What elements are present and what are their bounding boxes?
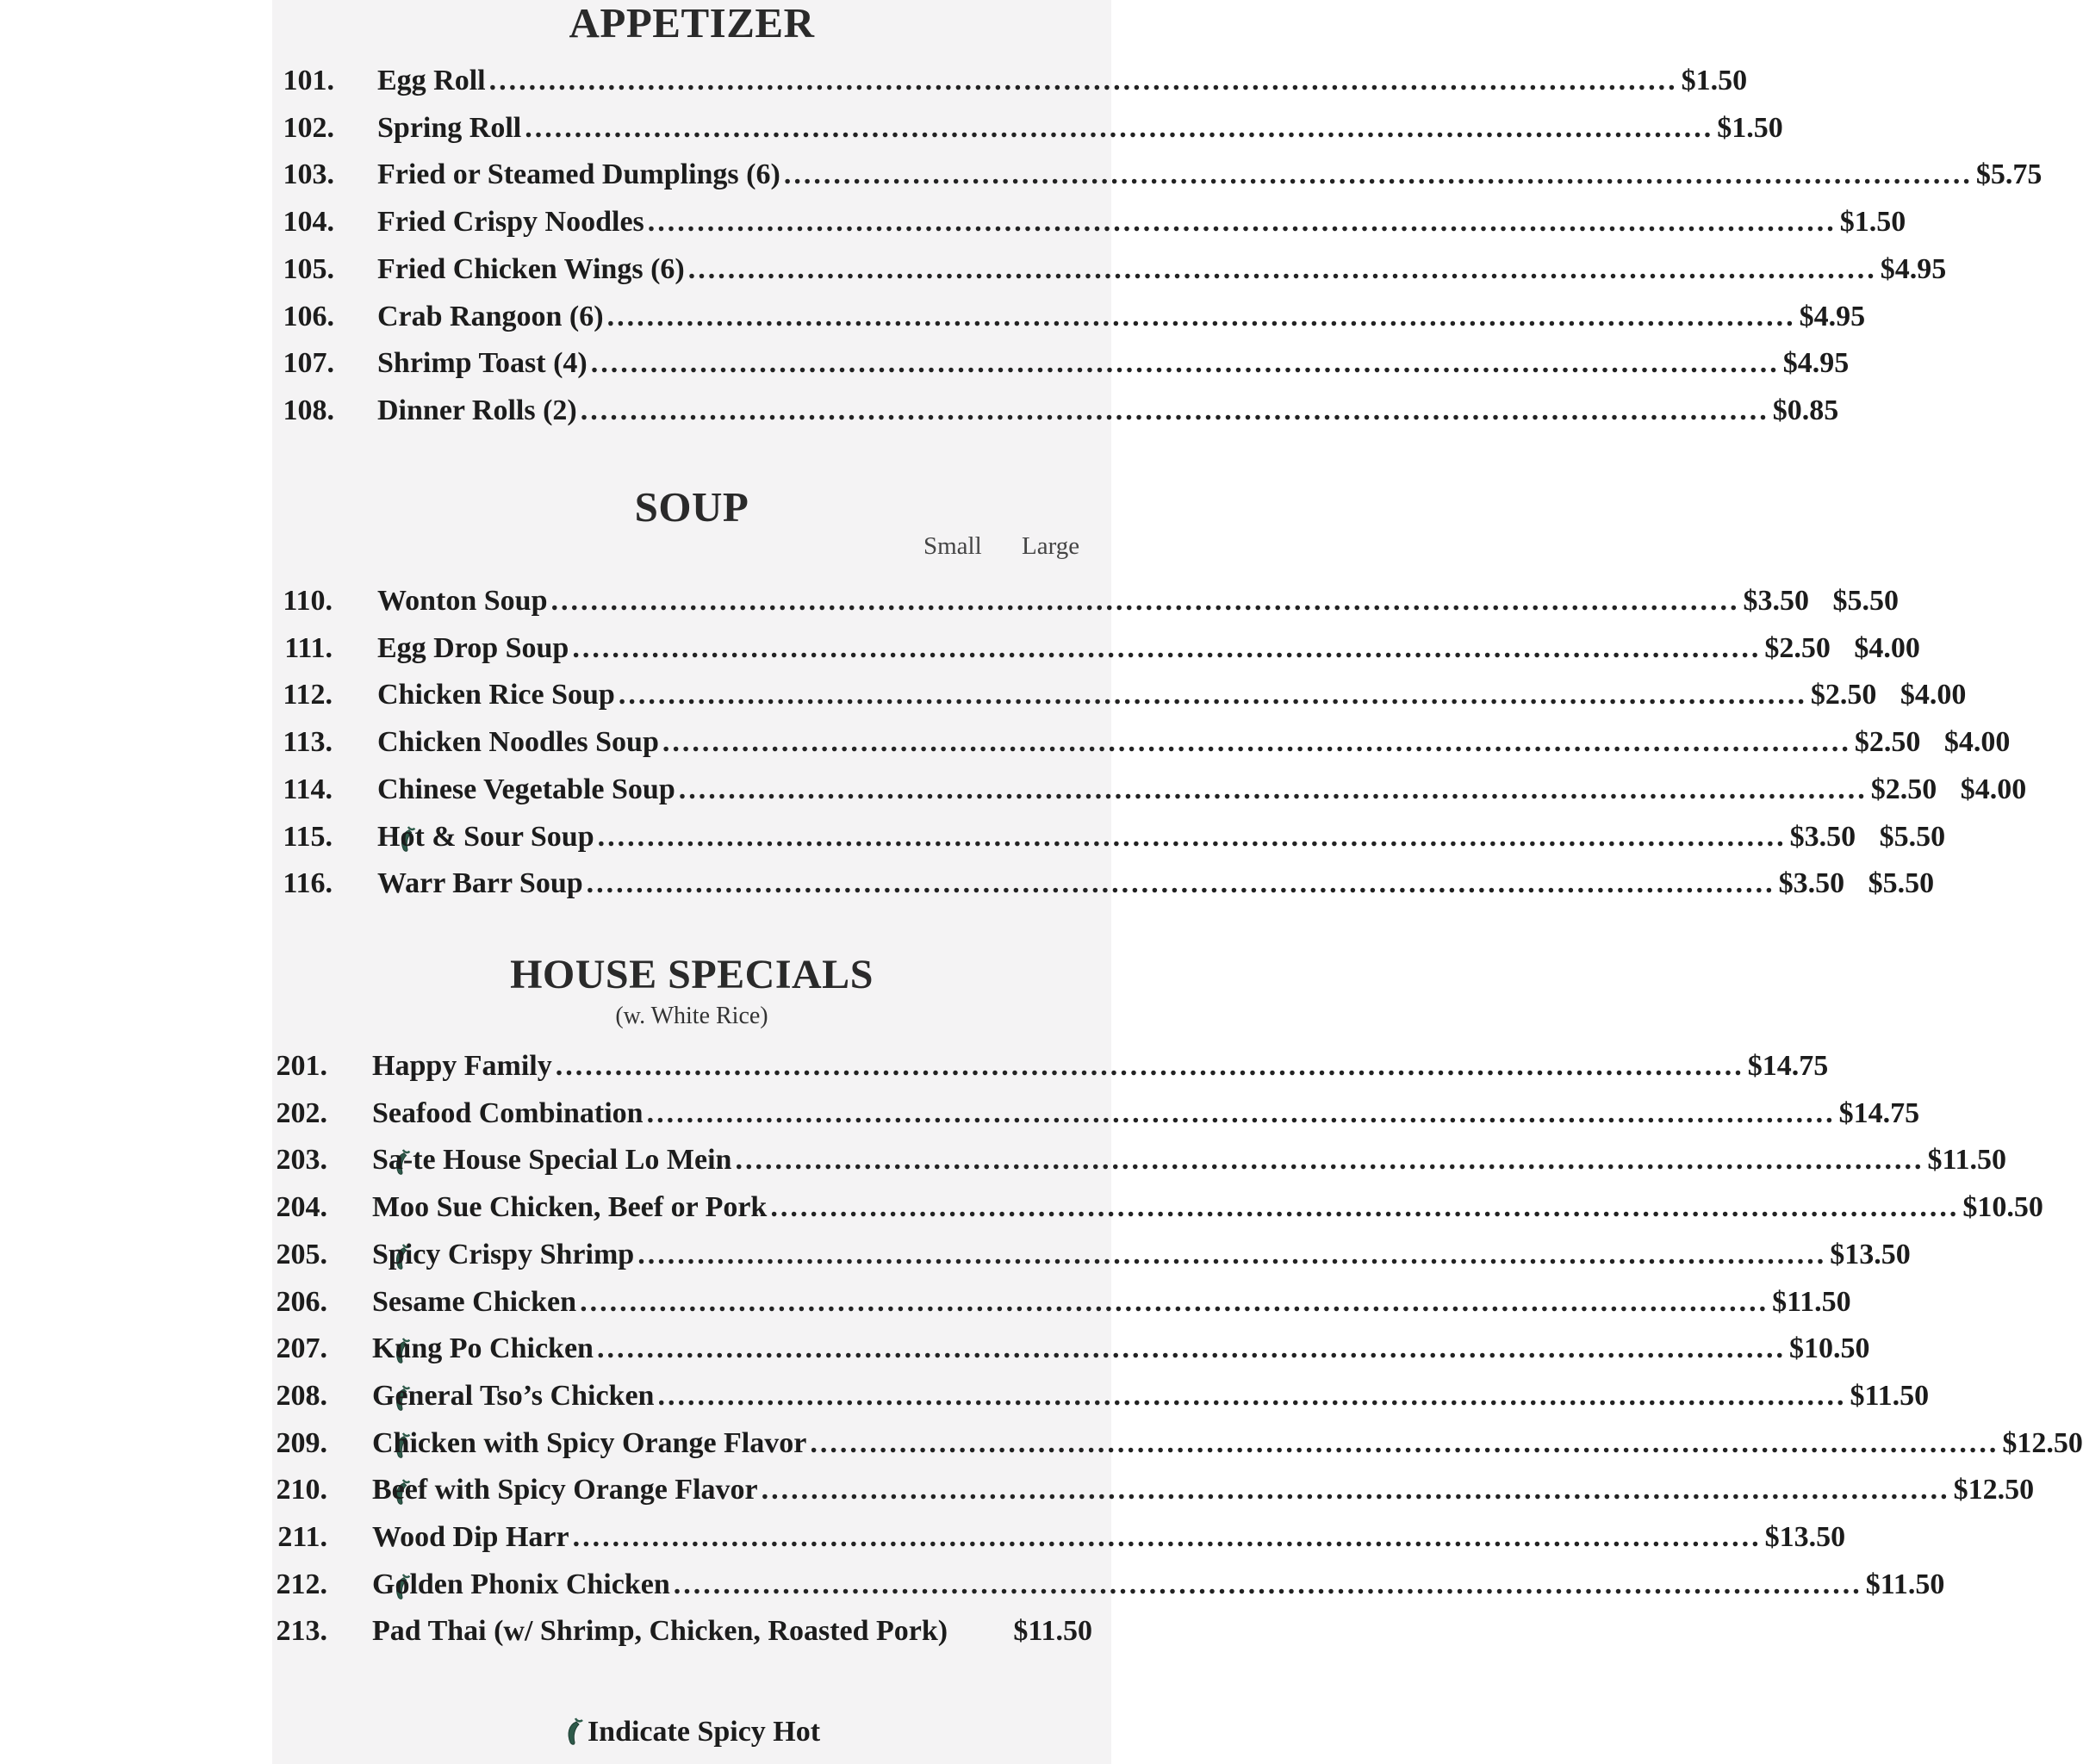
menu-item-row [272, 60, 1748, 102]
item-number: 116. [283, 867, 333, 900]
menu-item-row [272, 296, 1866, 338]
item-number: 103. [283, 158, 334, 191]
item-name: Wood Dip Harr [372, 1521, 569, 1553]
leader-dots: ........................................................................................................................ [687, 252, 1877, 285]
price-small: $2.50 [1870, 773, 1937, 805]
item-name: Chicken with Spicy Orange Flavor [372, 1426, 807, 1459]
item-name: General Tso’s Chicken [372, 1379, 655, 1412]
item-line [377, 296, 1866, 338]
leader-dots: ........................................................................................................................ [597, 820, 1787, 853]
item-name: Crab Rangoon (6) [377, 300, 604, 332]
item-line [377, 202, 1906, 243]
item-number: 102. [283, 111, 334, 144]
menu-item-row [272, 1234, 1911, 1276]
item-name: Dinner Rolls (2) [377, 394, 577, 426]
item-price: $11.50 [1865, 1568, 1945, 1600]
item-name: Fried Chicken Wings (6) [377, 252, 685, 285]
item-price: $14.75 [1838, 1096, 1920, 1129]
item-number: 211. [277, 1521, 327, 1553]
item-line [372, 1187, 2043, 1228]
item-name: Moo Sue Chicken, Beef or Pork [372, 1191, 768, 1224]
leader-dots: ........................................................................................................................ [647, 206, 1837, 239]
item-line [372, 1611, 1092, 1652]
leader-dots: ........................................................................................................................ [637, 1238, 1827, 1270]
price-large: $4.00 [1943, 726, 2011, 759]
item-line [377, 817, 1946, 858]
item-price: $12.50 [1953, 1474, 2035, 1506]
item-line [377, 343, 1850, 384]
item-name: Warr Barr Soup [377, 867, 583, 900]
leader-dots: ........................................................................................................................ [770, 1191, 1960, 1224]
menu-item-row [272, 1093, 1920, 1134]
item-price: $1.50 [1717, 111, 1783, 144]
item-price: $1.50 [1839, 206, 1906, 239]
item-number: 209. [276, 1426, 327, 1459]
item-number: 208. [276, 1379, 327, 1412]
menu-item-row [272, 769, 2027, 811]
leader-dots: ........................................................................................................................ [618, 679, 1807, 711]
leader-dots: ........................................................................................................................ [580, 394, 1769, 426]
leader-dots: ........................................................................................................................ [572, 631, 1762, 664]
item-price: $11.50 [1927, 1144, 2007, 1177]
menu-item-row [272, 1282, 1851, 1323]
item-number: 201. [276, 1050, 327, 1082]
price-small: $3.50 [1743, 585, 1809, 617]
item-number: 115. [283, 820, 333, 853]
item-name: Hot & Sour Soup [377, 820, 594, 853]
menu-item-row [272, 1046, 1829, 1087]
item-number: 113. [283, 726, 333, 759]
menu-item-row [272, 108, 1783, 149]
item-number: 206. [276, 1285, 327, 1318]
item-name: Sa-te House Special Lo Mein [372, 1144, 732, 1177]
menu-item-row [272, 1517, 1846, 1558]
menu-item-row [272, 1423, 2083, 1464]
leader-dots: ........................................................................................................................ [488, 65, 1678, 96]
leader-dots: ........................................................................................................................ [657, 1379, 1847, 1412]
menu-item-row [272, 1469, 2035, 1511]
menu-page [272, 0, 2083, 1764]
item-name: Sesame Chicken [372, 1285, 577, 1318]
menu-item-row [272, 1140, 2007, 1181]
item-line [372, 1328, 1870, 1370]
item-line [377, 722, 2011, 763]
price-large: $4.00 [1900, 679, 1967, 711]
leader-dots: ........................................................................................................................ [555, 1050, 1744, 1082]
item-price: $4.95 [1799, 300, 1866, 332]
menu-item-row [272, 581, 1899, 622]
item-line [377, 769, 2027, 811]
spicy-legend [272, 1716, 1111, 1748]
menu-item-row [272, 628, 1920, 669]
price-small: $3.50 [1778, 867, 1845, 900]
item-name: Beef with Spicy Orange Flavor [372, 1474, 758, 1506]
item-line [377, 60, 1748, 102]
item-name: Kung Po Chicken [372, 1332, 594, 1365]
leader-dots: ........................................................................................................................ [678, 773, 1868, 805]
item-number: 106. [283, 300, 334, 332]
item-line [372, 1140, 2007, 1181]
menu-item-row [272, 154, 2043, 196]
leader-dots: ........................................................................................................................ [590, 347, 1780, 380]
price-small: $2.50 [1810, 679, 1877, 711]
item-price: $0.85 [1772, 394, 1839, 426]
menu-item-row [272, 1564, 1945, 1606]
item-price: $10.50 [1788, 1332, 1870, 1365]
menu-item-row [272, 1376, 1930, 1417]
item-line [377, 581, 1899, 622]
item-line [372, 1469, 2035, 1511]
price-small: $3.50 [1789, 820, 1856, 853]
item-price: $13.50 [1830, 1238, 1911, 1270]
item-name: Spring Roll [377, 111, 522, 144]
price-large: $4.00 [1960, 773, 2027, 805]
item-number: 108. [283, 394, 334, 426]
item-price: $10.50 [1962, 1191, 2043, 1224]
item-line [372, 1282, 1851, 1323]
item-line [372, 1423, 2083, 1464]
menu-item-row [272, 1328, 1870, 1370]
item-line [372, 1376, 1930, 1417]
item-price: $11.50 [1772, 1285, 1851, 1318]
leader-dots: ........................................................................................................................ [580, 1285, 1769, 1318]
item-number: 105. [283, 252, 334, 285]
item-line [377, 674, 1967, 716]
item-name: Egg Drop Soup [377, 631, 569, 664]
item-price: $11.50 [1013, 1615, 1092, 1648]
item-price: $4.95 [1880, 252, 1947, 285]
menu-item-row [272, 1187, 2043, 1228]
item-number: 212. [276, 1568, 327, 1600]
item-number: 205. [276, 1238, 327, 1270]
menu-item-row [272, 343, 1850, 384]
item-line [372, 1234, 1911, 1276]
leader-dots: ........................................................................................................................ [550, 585, 1740, 617]
leader-dots: ........................................................................................................................ [783, 158, 1973, 191]
item-name: Spicy Crispy Shrimp [372, 1238, 635, 1270]
menu-item-row [272, 674, 1967, 716]
menu-item-row [272, 202, 1906, 243]
price-small: $2.50 [1854, 726, 1921, 759]
item-number: 207. [276, 1332, 327, 1365]
leader-dots: ........................................................................................................................ [572, 1521, 1762, 1553]
item-price: $13.50 [1764, 1521, 1846, 1553]
item-line [377, 628, 1920, 669]
item-line [377, 108, 1783, 149]
item-line [372, 1046, 1829, 1087]
item-name: Chicken Rice Soup [377, 679, 615, 711]
leader-dots: ........................................................................................................................ [810, 1426, 1999, 1459]
item-name: Golden Phonix Chicken [372, 1568, 670, 1600]
item-price: $1.50 [1681, 65, 1748, 96]
chili-pepper-icon [563, 1717, 586, 1746]
leader-dots: ........................................................................................................................ [761, 1474, 1950, 1506]
leader-dots: ........................................................................................................................ [646, 1096, 1836, 1129]
leader-dots: ........................................................................................................................ [596, 1332, 1786, 1365]
leader-dots: ........................................................................................................................ [525, 111, 1714, 144]
item-name: Egg Roll [377, 65, 486, 96]
item-name: Fried or Steamed Dumplings (6) [377, 158, 780, 191]
item-number: 101. [283, 65, 334, 96]
item-number: 114. [283, 773, 333, 805]
price-small: $2.50 [1764, 631, 1831, 664]
price-large: $5.50 [1868, 867, 1935, 900]
item-price: $11.50 [1850, 1379, 1930, 1412]
menu-item-row [272, 249, 1947, 290]
menu-item-row [272, 817, 1946, 858]
item-price: $4.95 [1782, 347, 1850, 380]
item-name: Wonton Soup [377, 585, 548, 617]
leader-dots: ........................................................................................................................ [606, 300, 1796, 332]
leader-dots: ........................................................................................................................ [586, 867, 1775, 900]
item-number: 202. [276, 1096, 327, 1129]
item-line [372, 1564, 1945, 1606]
item-number: 213. [276, 1615, 327, 1648]
item-price: $12.50 [2002, 1426, 2083, 1459]
soup-col-large: Large [1022, 532, 1080, 560]
item-name: Chicken Noodles Soup [377, 726, 659, 759]
item-line [377, 154, 2043, 196]
item-number: 210. [276, 1474, 327, 1506]
item-line [377, 249, 1947, 290]
item-number: 203. [276, 1144, 327, 1177]
item-name: Shrimp Toast (4) [377, 347, 588, 380]
price-large: $5.50 [1879, 820, 1946, 853]
item-number: 107. [283, 347, 334, 380]
item-name: Happy Family [372, 1050, 552, 1082]
item-number: 104. [283, 206, 334, 239]
leader-dots: ........................................................................................................................ [735, 1144, 1924, 1177]
item-line [372, 1517, 1846, 1558]
item-line [372, 1093, 1920, 1134]
price-large: $4.00 [1854, 631, 1920, 664]
menu-item-row [272, 390, 1839, 432]
item-number: 110. [283, 585, 333, 617]
menu-item-row [272, 1611, 1111, 1652]
item-number: 204. [276, 1191, 327, 1224]
soup-col-small: Small [923, 532, 982, 560]
leader-dots: ........................................................................................................................ [662, 726, 1851, 759]
menu-item-row [272, 722, 2011, 763]
item-number: 112. [283, 679, 333, 711]
item-line [377, 390, 1839, 432]
item-price: $5.75 [1975, 158, 2043, 191]
item-name: Seafood Combination [372, 1096, 644, 1129]
item-name: Chinese Vegetable Soup [377, 773, 675, 805]
item-price: $14.75 [1747, 1050, 1829, 1082]
appetizer-title: APPETIZER [569, 0, 815, 47]
leader-dots: ........................................................................................................................ [673, 1568, 1862, 1600]
item-name: Fried Crispy Noodles [377, 206, 644, 239]
item-name: Pad Thai (w/ Shrimp, Chicken, Roasted Pork) [372, 1615, 948, 1648]
house-specials-subtitle: (w. White Rice) [615, 1003, 768, 1029]
item-number: 111. [284, 631, 333, 664]
item-line [377, 863, 1935, 904]
price-large: $5.50 [1832, 585, 1899, 617]
spicy-legend-text: Indicate Spicy Hot [587, 1716, 821, 1748]
menu-item-row [272, 863, 1935, 904]
house-specials-title: HOUSE SPECIALS [510, 952, 874, 997]
soup-title: SOUP [634, 483, 749, 531]
